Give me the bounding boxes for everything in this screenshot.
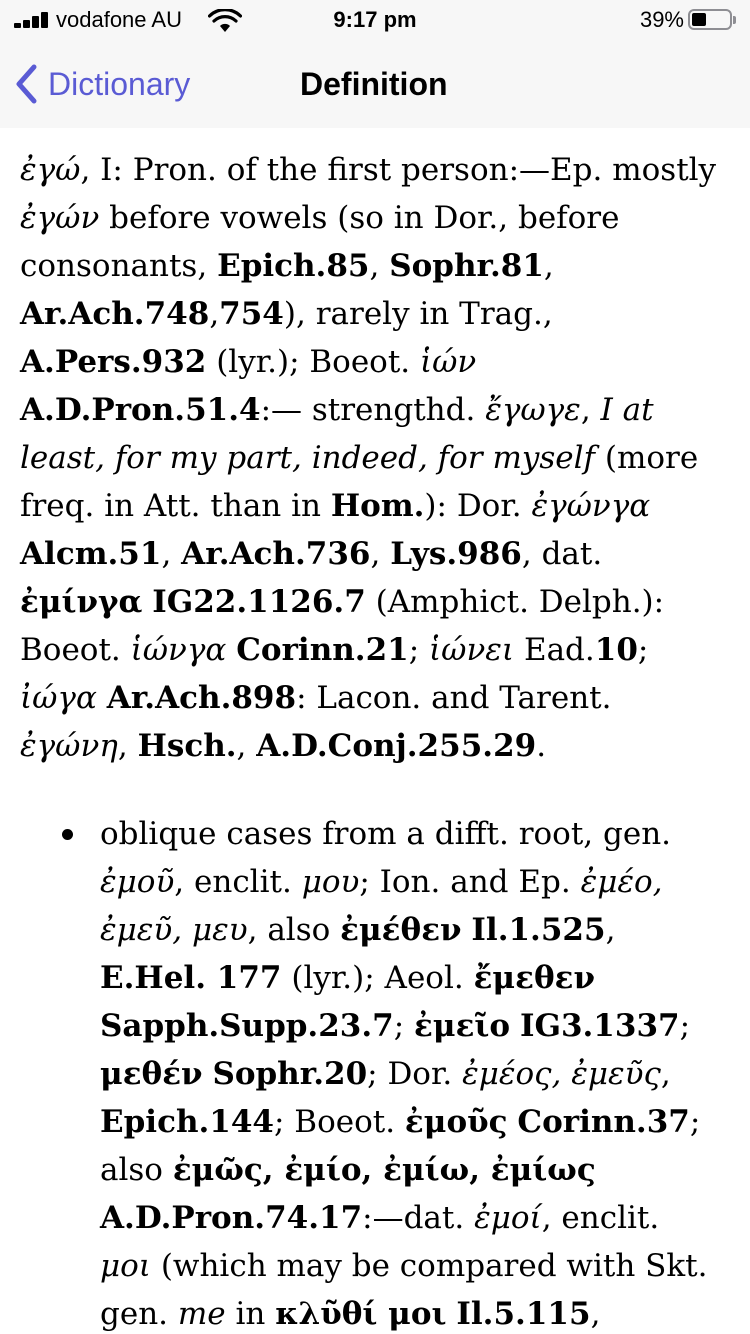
navigation-bar bbox=[0, 42, 750, 128]
translation: I at least, for my part, indeed, for myself bbox=[20, 392, 654, 476]
text-span: (lyr.); Aeol. bbox=[281, 960, 474, 996]
greek-form: ἱώνγα bbox=[130, 632, 227, 668]
citation: Alcm.51 bbox=[20, 536, 162, 572]
text-span: , bbox=[543, 248, 554, 284]
citation: E.Hel. 177 bbox=[100, 960, 282, 996]
text-span: , bbox=[369, 248, 390, 284]
citation: Epich.85 bbox=[217, 248, 370, 284]
text-span: . bbox=[536, 728, 547, 764]
greek-form-bold: ἔμεθεν bbox=[473, 960, 595, 996]
greek-form: ἰώγα bbox=[20, 680, 97, 716]
battery-tip bbox=[733, 16, 736, 24]
text-span bbox=[203, 1056, 213, 1092]
battery-percentage: 39% bbox=[639, 7, 684, 32]
text-span: :— strengthd. bbox=[260, 392, 486, 428]
chevron-left-icon bbox=[14, 64, 38, 104]
text-span: ; Boeot. bbox=[274, 1104, 405, 1140]
text-span bbox=[462, 912, 472, 948]
citation: Ar.Ach.748 bbox=[20, 296, 210, 332]
citation: IG3.1337 bbox=[519, 1008, 680, 1044]
list-item bbox=[20, 810, 720, 1334]
carrier-name: vodafone AU bbox=[56, 7, 182, 32]
citation: Sophr.81 bbox=[389, 248, 544, 284]
text-span: ): Dor. bbox=[424, 488, 532, 524]
top-bar bbox=[0, 0, 750, 128]
greek-form: ἐγώνγα bbox=[531, 488, 651, 524]
text-span bbox=[508, 1104, 518, 1140]
clock: 9:17 pm bbox=[333, 7, 417, 32]
text-span: , bbox=[590, 1296, 601, 1332]
text-span: ; bbox=[679, 1008, 691, 1044]
greek-form-bold: ἐμοῦς bbox=[404, 1104, 508, 1140]
text-span: , bbox=[660, 1056, 671, 1092]
text-span: ; bbox=[393, 1008, 415, 1044]
text-span bbox=[226, 632, 236, 668]
citation: Sophr.20 bbox=[212, 1056, 368, 1092]
text-span: , bbox=[117, 728, 138, 764]
status-bar bbox=[0, 0, 750, 40]
greek-form: μοι bbox=[100, 1248, 151, 1284]
battery-level bbox=[692, 13, 706, 26]
text-span bbox=[447, 1296, 457, 1332]
page-title: Definition bbox=[300, 66, 448, 102]
text-span: before vowels (so in Dor., before consonants, bbox=[20, 200, 620, 284]
text-span: , also bbox=[247, 912, 341, 948]
greek-form-bold: ἐμέθεν bbox=[340, 912, 462, 948]
greek-form-bold: μεθέν bbox=[100, 1056, 203, 1092]
text-span: , bbox=[236, 728, 257, 764]
sanskrit-form: me bbox=[177, 1296, 226, 1332]
citation: A.D.Conj.255.29 bbox=[256, 728, 537, 764]
greek-form: ἐμέος, ἐμεῦς bbox=[462, 1056, 661, 1092]
text-span: , bbox=[161, 536, 182, 572]
greek-form: ἐγών bbox=[20, 200, 100, 236]
text-span: , bbox=[605, 912, 616, 948]
definition-text bbox=[20, 146, 720, 770]
citation: Sapph.Supp.23.7 bbox=[100, 1008, 394, 1044]
citation: Epich.144 bbox=[100, 1104, 274, 1140]
text-span bbox=[142, 584, 152, 620]
text-span: ; bbox=[637, 632, 649, 668]
citation: A.D.Pron.74.17 bbox=[100, 1200, 363, 1236]
greek-form: ἐμοί bbox=[474, 1200, 542, 1236]
greek-form: ἐγώνη bbox=[20, 728, 118, 764]
greek-form-bold: ἐμεῖο bbox=[414, 1008, 511, 1044]
citation: Corinn.37 bbox=[517, 1104, 690, 1140]
text-span: , enclit. bbox=[174, 864, 302, 900]
greek-form-bold: κλῦθί μοι bbox=[275, 1296, 447, 1332]
greek-form: ἐμοῦ bbox=[100, 864, 175, 900]
text-span: Ead. bbox=[514, 632, 595, 668]
text-span: , I: Pron. of the first person:—Ep. mostly bbox=[80, 152, 717, 188]
text-span: ; bbox=[408, 632, 430, 668]
citation: Hom. bbox=[330, 488, 425, 524]
text-span: , dat. bbox=[521, 536, 603, 572]
text-span: , bbox=[370, 536, 391, 572]
text-span: ; Dor. bbox=[367, 1056, 463, 1092]
back-button-label: Dictionary bbox=[48, 65, 191, 102]
greek-form: ἔγωγε bbox=[485, 392, 581, 428]
citation: A.Pers.932 bbox=[20, 344, 207, 380]
citation: A.D.Pron.51.4 bbox=[20, 392, 261, 428]
definition-paragraph bbox=[20, 146, 720, 770]
text-span: (which may be compared with Skt. gen. bbox=[100, 1248, 708, 1332]
text-span: , bbox=[209, 296, 220, 332]
battery-icon bbox=[688, 9, 732, 30]
text-span: in bbox=[225, 1296, 276, 1332]
text-span: : Lacon. and Tarent. bbox=[296, 680, 612, 716]
sense-list bbox=[20, 810, 720, 1334]
text-span: (more freq. in Att. than in bbox=[20, 440, 699, 524]
text-span: ; also bbox=[100, 1104, 701, 1188]
citation: Il.5.115 bbox=[456, 1296, 591, 1332]
greek-form-bold: ἐμῶς, ἐμίο, ἐμίω, ἐμίως bbox=[172, 1152, 596, 1188]
headword: ἐγώ bbox=[20, 152, 81, 188]
citation: Il.1.525 bbox=[471, 912, 606, 948]
greek-form: μου bbox=[301, 864, 360, 900]
back-button[interactable] bbox=[14, 60, 190, 108]
text-span: :—dat. bbox=[362, 1200, 475, 1236]
text-span: , enclit. bbox=[541, 1200, 660, 1236]
citation: Ar.Ach.736 bbox=[181, 536, 371, 572]
text-span: , bbox=[580, 392, 601, 428]
text-span: ; Ion. and Ep. bbox=[359, 864, 581, 900]
bullet-icon bbox=[62, 829, 73, 840]
text-span: (Amphict. Delph.): Boeot. bbox=[20, 584, 665, 668]
citation: 10 bbox=[594, 632, 638, 668]
citation: Lys.986 bbox=[390, 536, 522, 572]
citation: IG22.1126.7 bbox=[152, 584, 366, 620]
text-span: oblique cases from a difft. root, gen. bbox=[100, 816, 672, 852]
citation: Ar.Ach.898 bbox=[106, 680, 297, 716]
citation: Corinn.21 bbox=[236, 632, 409, 668]
greek-form: ἱώνει bbox=[429, 632, 515, 668]
greek-form: ἐμέο, ἐμεῦ, μευ bbox=[100, 864, 663, 948]
text-span bbox=[97, 680, 107, 716]
citation: 754 bbox=[219, 296, 284, 332]
citation: Hsch. bbox=[137, 728, 237, 764]
greek-form-bold: ἐμίνγα bbox=[20, 584, 143, 620]
text-span: (lyr.); Boeot. bbox=[206, 344, 420, 380]
text-span: ), rarely in Trag., bbox=[283, 296, 553, 332]
text-span bbox=[510, 1008, 520, 1044]
greek-form: ἱών bbox=[420, 344, 477, 380]
